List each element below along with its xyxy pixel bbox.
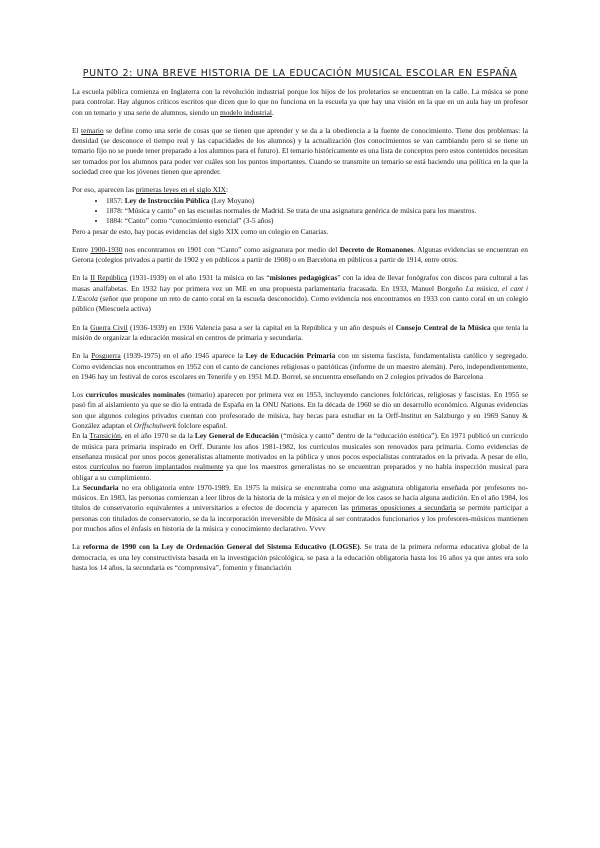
paragraph-posguerra [72, 351, 528, 382]
text: (1936-1939) en 1936 Valencia pasa a ser la capital en la República y un año después el [127, 322, 396, 332]
text: (“música y canto” dentro de la “educación estética”). En 1971 publicó un currículo de música para primaria inspirado en Orff. Durante los años 1981-1982, los currículos musicales son renovados para primaria. Como evidencias de enseñanza musical por unos pocos generalistas altamente motivados en la pública y unos pocos especialistas contratados en la privada. A pesar de ello, estos [72, 431, 529, 472]
text: En la [72, 351, 92, 361]
text: se permite participar a personas con titulados de conservatorio, se da la incorporación irreversible de Música al ser contratados funcionarios y los profesores-músicos mantienen por muchos años el énfasis en historia de la música y conocimiento declarativo. Vvvv [72, 503, 528, 533]
text: . Se trata de la primera reforma educativa global de la democracia, es una ley constructivista basada en la investigación psicológica, se pasa a la educación obligatoria hasta los 16 años ya que antes era solo hasta los 14 años, la secundaria es “comprensiva”, fomento y financiación [72, 542, 528, 572]
bold-text: Ley General de Educación [194, 431, 279, 441]
underlined-text: II República [90, 273, 128, 283]
bold-text: Secundaria [82, 482, 119, 492]
text: La [72, 482, 83, 492]
list-item: • 1878: “Música y canto” en las escuelas normales de Madrid. Se trata de una asignatura genérica de música para los maestros. [106, 206, 528, 216]
paragraph-transicion [72, 431, 528, 482]
text: que tenía la misión de organizar la educación musical en centros de primaria y secundaria. [72, 322, 528, 342]
paragraph-logse [72, 542, 528, 573]
underlined-text: Posguerra [91, 351, 121, 361]
text: ya que los maestros generalistas no se encuentran preparados y no había inspección musical para obligar a su cumplimiento. [72, 462, 528, 482]
bold-text: reforma de 1990 con la Ley de Ordenación General del Sistema Educativo (LOGSE) [82, 542, 360, 552]
paragraph-guerra-civil [72, 323, 528, 344]
underlined-text: temario [81, 125, 104, 135]
underlined-text: 1900-1930 [90, 244, 123, 254]
page-title: PUNTO 2: UNA BREVE HISTORIA DE LA EDUCACIÓN MUSICAL ESCOLAR EN ESPAÑA [82, 68, 518, 79]
paragraph-temario [72, 126, 528, 177]
text: En la [72, 322, 91, 332]
text: El [72, 125, 82, 135]
italic-text: Orffschulwerk [133, 421, 177, 431]
paragraph-1900-1930 [72, 245, 528, 266]
text: no era obligatoria entre 1970-1989. En 1975 la música se encontraba como una asignatura obligatoria enseñada por profesores no-músicos. En 1983, las personas comienzan a leer libros de la historia de la música y en el mejor de los casos se hacía alguna audición. En el año 1984, los títulos de conservatorio equivalentes a universitarios a efectos de docencia y aparecen las [72, 482, 528, 513]
text: Entre [72, 244, 91, 254]
text: En la [72, 431, 90, 441]
text: Por eso, aparecen las [72, 185, 136, 195]
bold-text: misiones pedagógicas [269, 273, 338, 283]
italic-text: La música, el cant i L'Escola [72, 283, 528, 304]
text: con un sistema fascista, fundamentalista católico y segregado. Como evidencias nos encontramos en 1952 con el canto de canciones religiosas o patrióticas (informe de un maestro alemán). Pero, independientemente, en 1946 hay un festival de coros escolares en Tenerife y en 1951 M.D. Borrel, se encuentra enseñando en 2 colegios privados de Barcelona [72, 351, 528, 381]
text: En la [72, 273, 91, 283]
text: folclore español. [176, 421, 228, 431]
text: La [72, 542, 83, 552]
text: La escuela pública comienza en Inglaterra con la revolución industrial porque los hijos de los proletarios se encuentran en la calle. La música se pone para controlar. Hay algunos críticos escritos que dicen que lo que no funciona en la escuela ya que hay una visión en la que en un aula hay un profesor con un temario y una serie de alumnos, siendo un [72, 87, 528, 117]
text: . [271, 107, 274, 117]
text: : [225, 185, 228, 195]
paragraph-curriculos-nominales [72, 390, 528, 431]
text: se define como una serie de cosas que se tienen que aprender y se da a la obediencia a la fuente de conocimiento. Tiene dos problemas: la densidad (se desconoce el tiempo real y las capacidades de los alumnos) y la actualización (los conocimientos se van cambiando pero si se tiene un temario fijo no se puede tener preparado a los alumnos para el futuro). El temario históricamente es una lista de conceptos pero estos contenidos necesitan ser tomados por los alumnos para poder ver cuáles son los puntos importantes. Cuando se transmite un temario se está haciendo una política en la que la sociedad cree que los jóvenes tienen que aprender. [72, 125, 528, 177]
list-item [106, 196, 528, 206]
laws-list [72, 196, 528, 227]
bold-text: Ley de Instrucción Pública [124, 195, 210, 205]
bold-text: Consejo Central de la Música [395, 322, 491, 332]
text: Los [72, 390, 86, 400]
bold-text: currículos musicales nominales [85, 390, 185, 400]
paragraph-primeras-leyes [72, 185, 528, 195]
text: 1857: [106, 195, 125, 205]
text: ” con la idea de llevar fonógrafos con discos para cultural a las masas analfabetas. En 1932 hay por primera vez un ME en una propuesta parlamentaria fracasada. En 1933, Manuel Borgoño [72, 273, 529, 293]
underlined-text: primeras leyes en el siglo XIX [135, 185, 226, 195]
list-item: • 1884: “Canto” como “conocimiento esencial” (3-5 años) [106, 216, 528, 226]
underlined-text: primeras oposiciones a secundaria [351, 503, 457, 513]
bold-text: Decreto de Romanones [339, 244, 414, 254]
text: nos encontramos en 1901 con “Canto” como asignatura por medio del [122, 244, 340, 254]
text: , en el año 1970 se da la [120, 431, 195, 441]
paragraph-escuela-publica [72, 87, 528, 118]
underlined-text: modelo industrial [219, 107, 272, 117]
text: (Ley Moyano) [209, 195, 255, 205]
paragraph-ii-republica [72, 273, 528, 314]
underlined-text: Transición [89, 431, 121, 441]
underlined-text: Guerra Civil [90, 322, 128, 332]
text: (1939-1975) en el año 1945 aparece la [120, 351, 246, 361]
paragraph-evidencias-xix: Pero a pesar de esto, hay pocas evidencias del siglo XIX como un colegio en Canarias. [72, 226, 329, 236]
text: . Algunas evidencias se encuentran en Gerona (colegios privados a partir de 1902 y en públicos a partir de 1908) o en Barcelona en públicos a partir de 1914, entre otros. [72, 244, 528, 265]
text: (1931-1939) en el año 1931 la música en las “ [127, 273, 270, 283]
paragraph-secundaria [72, 483, 528, 534]
text: (temario) aparecen por primera vez en 1953, incluyendo canciones folclóricas, religiosas y fascistas. En 1955 se pasó fin al aislamiento ya que se dio la entrada de España en la ONU Nations. En la década de 1960 se dio un desarrollo económico. Algunas evidencias son que algunos colegios privados cuentan con profesorado de música, hay becas para estudiar en la Orff-Institut en Salzburgo y en 1969 Sanuy & González adaptan el [72, 390, 528, 431]
text: (señor que propone un reto de canto coral en la escuela desconocido). Como evidencia nos encontramos en 1933 con canto coral en un colegio público (Miescuela activa) [72, 294, 528, 314]
underlined-text: currículos no fueron implantados realmente [89, 462, 224, 472]
bold-text: Ley de Educación Primaria [245, 351, 336, 361]
